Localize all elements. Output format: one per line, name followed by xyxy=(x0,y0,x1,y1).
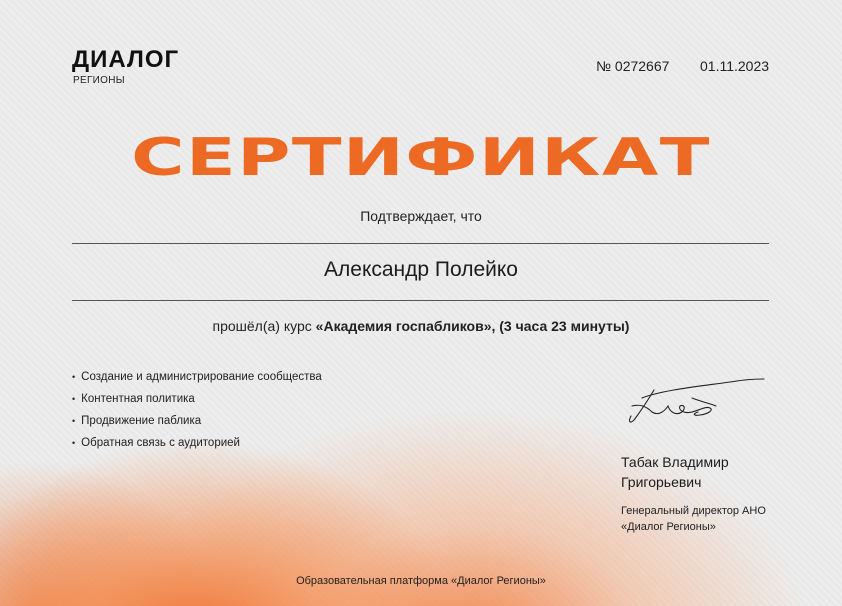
signer-position: Генеральный директор АНО «Диалог Регионы» xyxy=(621,505,766,533)
logo: ДИАЛОГ xyxy=(72,46,180,73)
skill-item: • Контентная политика xyxy=(72,392,322,414)
divider-top xyxy=(72,243,769,244)
recipient-name: Александр Полейко xyxy=(324,258,518,281)
confirm-text: Подтверждает, что xyxy=(360,208,482,224)
skill-item: • Обратная связь с аудиторией xyxy=(72,436,322,458)
course-name: «Академия госпабликов», (3 часа 23 минуты) xyxy=(315,318,630,334)
footer-text: Образовательная платформа «Диалог Регионы» xyxy=(296,575,546,587)
certificate-number: № 0272667 xyxy=(596,58,670,74)
logo-subtitle: РЕГИОНЫ xyxy=(73,75,125,86)
certificate-title: СЕРТИФИКАТ xyxy=(131,128,711,188)
divider-bottom xyxy=(72,300,769,301)
course-prefix: прошёл(а) курс xyxy=(212,318,312,334)
certificate-date: 01.11.2023 xyxy=(700,58,770,74)
skill-item: • Создание и администрирование сообщества xyxy=(72,370,322,392)
skills-list xyxy=(72,370,322,458)
signer-name: Табак Владимир Григорьевич xyxy=(621,454,729,490)
course-line xyxy=(0,318,842,334)
signature-image xyxy=(622,376,770,434)
skill-item: • Продвижение паблика xyxy=(72,414,322,436)
